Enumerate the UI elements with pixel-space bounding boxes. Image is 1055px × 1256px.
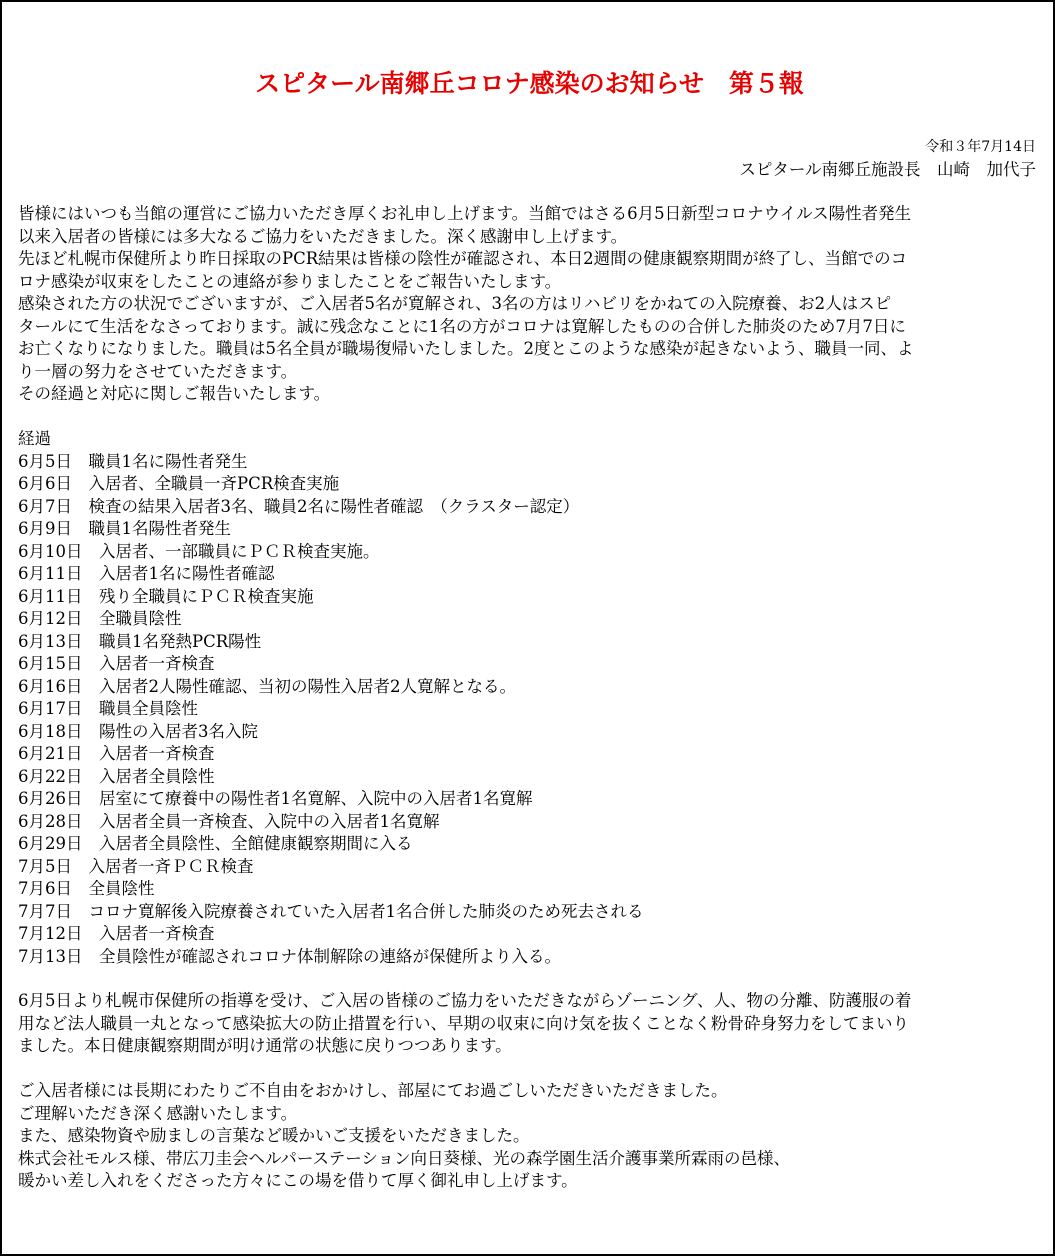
closing-section: [18, 1080, 1040, 1193]
timeline-heading: 経過: [18, 429, 51, 448]
closing-line: 株式会社モルス様、帯広刀圭会ヘルパーステーション向日葵様、光の森学園生活介護事業所霖雨の邑様、: [18, 1148, 791, 1168]
timeline-entry: 6月21日 入居者一斉検査: [18, 744, 215, 763]
measures-line: ました。本日健康観察期間が明け通常の状態に戻りつつあります。: [18, 1036, 512, 1055]
timeline-entry: 6月15日 入居者一斉検査: [18, 654, 215, 673]
intro-line: 以来入居者の皆様には多大なるご協力をいただきました。深く感謝申し上げます。: [18, 226, 628, 246]
timeline-entry: 6月7日 検査の結果入居者3名、職員2名に陽性者確認 （クラスター認定）: [18, 496, 580, 516]
timeline-entry: 6月18日 陽性の入居者3名入院: [18, 721, 258, 741]
timeline-entry: 7月13日 全員陰性が確認されコロナ体制解除の連絡が保健所より入る。: [18, 946, 561, 966]
closing-line: ご理解いただき深く感謝いたします。: [18, 1103, 298, 1123]
timeline-entry: 6月13日 職員1名発熱PCR陽性: [18, 631, 262, 651]
timeline-entry: 6月28日 入居者全員一斉検査、入院中の入居者1名寛解: [18, 811, 440, 831]
timeline-entry: 6月9日 職員1名陽性者発生: [18, 519, 231, 538]
timeline-entry: 6月29日 入居者全員陰性、全館健康観察期間に入る: [18, 834, 413, 853]
timeline-entry: 6月10日 入居者、一部職員にＰＣＲ検査実施。: [18, 541, 380, 561]
timeline-entry: 6月16日 入居者2人陽性確認、当初の陽性入居者2人寛解となる。: [18, 676, 516, 696]
intro-line: お亡くなりになりました。職員は5名全員が職場復帰いたしました。2度とこのような感染が起きないよう、職員一同、よ: [18, 339, 914, 358]
timeline-entry: 6月11日 入居者1名に陽性者確認: [18, 564, 275, 583]
closing-line: ご入居者様には長期にわたりご不自由をおかけし、部屋にてお過ごしいただきいただきました。: [18, 1081, 728, 1100]
timeline-entry: 7月12日 入居者一斉検査: [18, 924, 215, 943]
timeline-section: [18, 428, 1040, 968]
timeline-entry: 6月11日 残り全職員にＰＣＲ検査実施: [18, 586, 314, 606]
notice-date: 令和３年7月14日: [925, 139, 1036, 155]
timeline-entry: 7月5日 入居者一斉ＰＣＲ検査: [18, 856, 254, 876]
intro-line: 皆様にはいつも当館の運営にご協力いただき厚くお礼申し上げます。当館ではさる6月5日新型コロナウイルス陽性者発生: [18, 204, 912, 223]
intro-line: ロナ感染が収束をしたことの連絡が参りましたことをご報告いたします。: [18, 271, 562, 291]
timeline-entry: 7月7日 コロナ寛解後入院療養されていた入居者1名合併した肺炎のため死去される: [18, 901, 644, 921]
intro-line: り一層の努力をさせていただきます。: [18, 361, 298, 381]
measures-line: 6月5日より札幌市保健所の指導を受け、ご入居の皆様のご協力をいただきながらゾーニング、人、物の分離、防護服の着: [18, 991, 912, 1010]
timeline-entry: 6月5日 職員1名に陽性者発生: [18, 451, 248, 471]
timeline-entry: 6月17日 職員全員陰性: [18, 699, 198, 718]
timeline-entry: 6月6日 入居者、全職員一斉PCR検査実施: [18, 474, 340, 493]
closing-line: また、感染物資や励ましの言葉など暖かいご支援をいただきました。: [18, 1126, 530, 1145]
timeline-entry: 6月26日 居室にて療養中の陽性者1名寛解、入院中の入居者1名寛解: [18, 789, 533, 808]
timeline-entry: 6月12日 全職員陰性: [18, 609, 182, 628]
intro-line: その経過と対応に関しご報告いたします。: [18, 384, 331, 403]
measures-line: 用など法人職員一丸となって感染拡大の防止措置を行い、早期の収束に向け気を抜くことなく粉骨砕身努力をしてまいり: [18, 1013, 909, 1033]
notice-author: スピタール南郷丘施設長 山崎 加代子: [739, 160, 1036, 179]
timeline-entry: 7月6日 全員陰性: [18, 879, 155, 898]
notice-title: スピタール南郷丘コロナ感染のお知らせ 第５報: [255, 69, 804, 98]
timeline-entry: 6月22日 入居者全員陰性: [18, 766, 215, 786]
intro-section: [18, 203, 1040, 406]
intro-line: 先ほど札幌市保健所より昨日採取のPCR結果は皆様の陰性が確認され、本日2週間の健康観察期間が終了し、当館でのコ: [18, 249, 908, 268]
intro-line: タールにて生活をなさっております。誠に残念なことに1名の方がコロナは寛解したものの合併した肺炎のため7月7日に: [18, 316, 906, 336]
intro-line: 感染された方の状況でございますが、ご入居者5名が寛解され、3名の方はリハビリをかねての入院療養、お2人はスピ: [18, 294, 892, 313]
measures-section: [18, 990, 1040, 1058]
closing-line: 暖かい差し入れをくださった方々にこの場を借りて厚く御礼申し上げます。: [18, 1171, 578, 1190]
